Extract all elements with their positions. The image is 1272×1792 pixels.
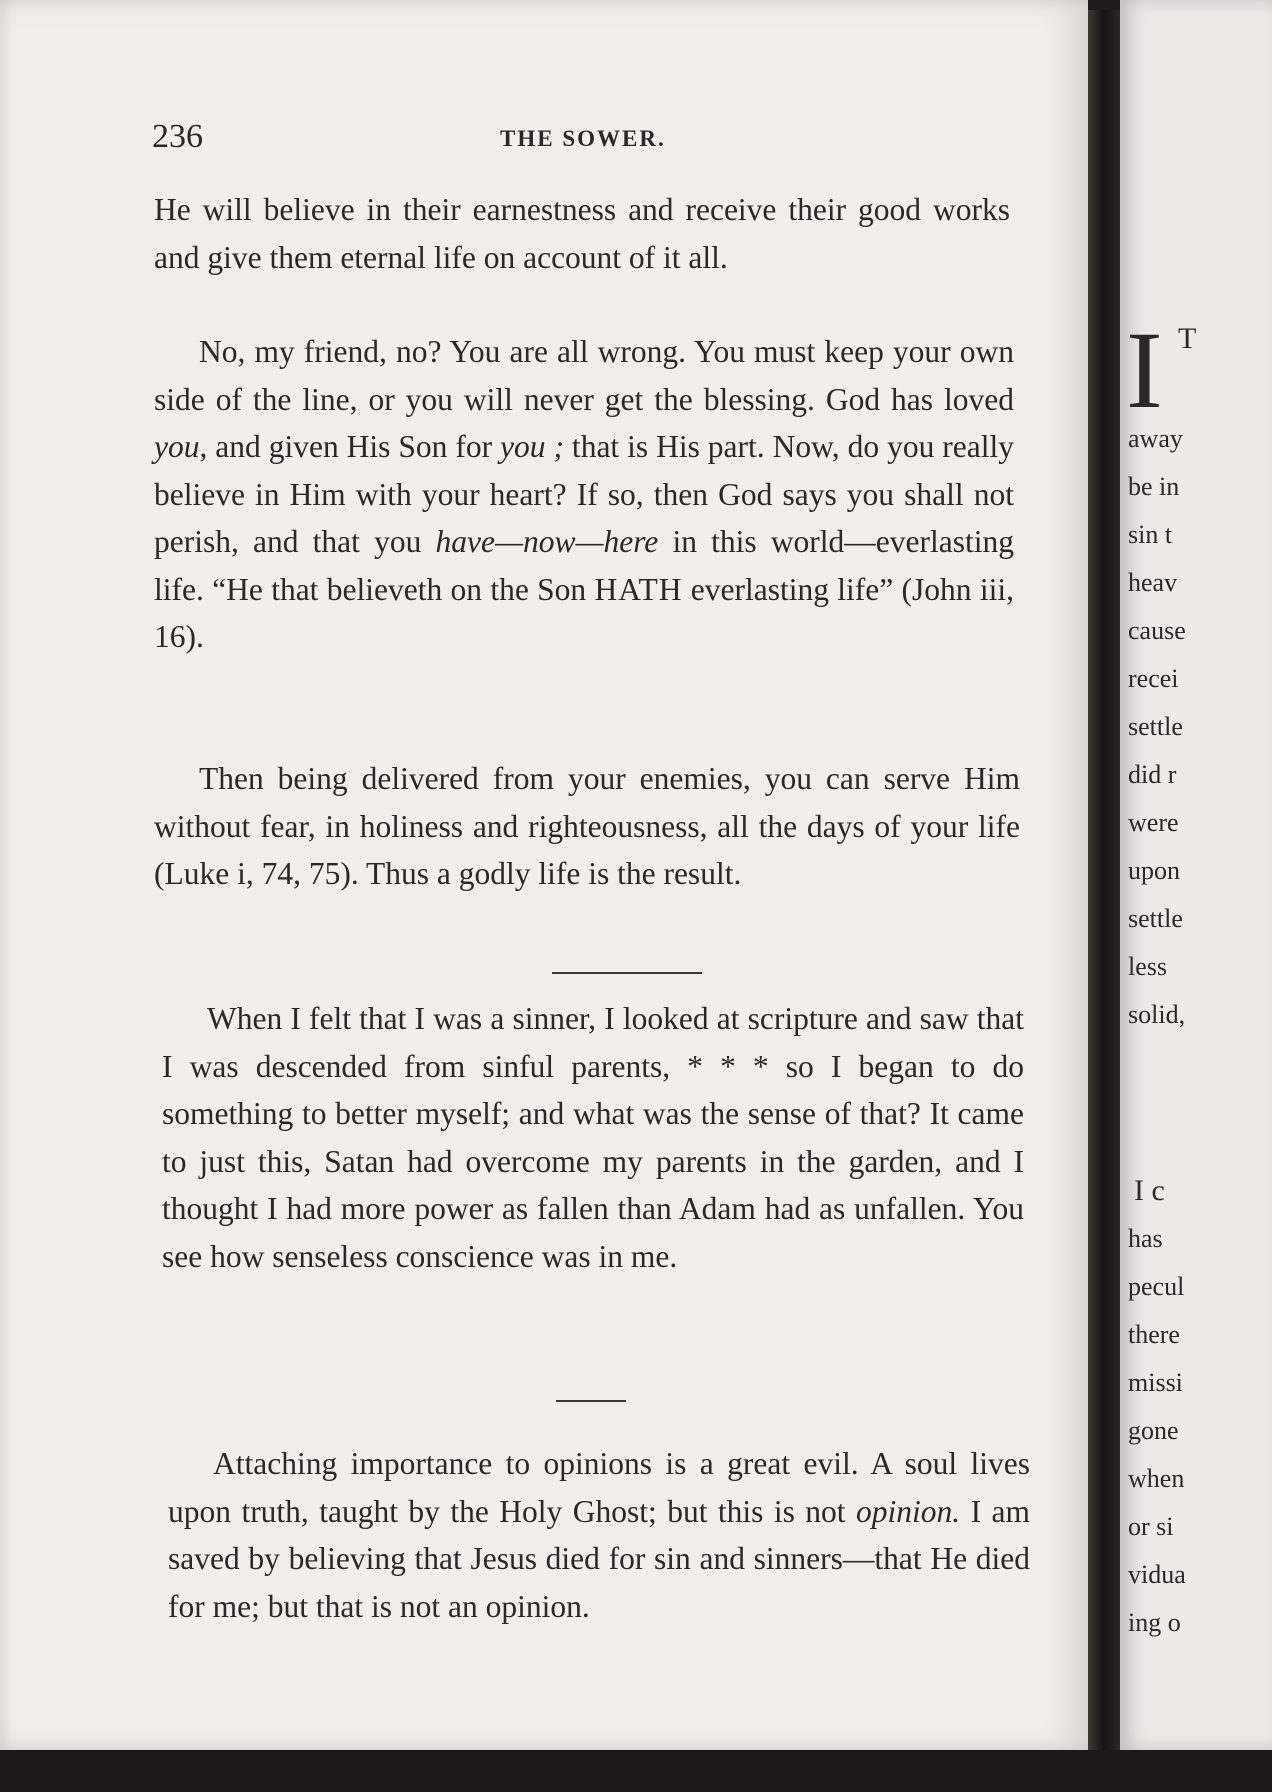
facing-line: vidua bbox=[1128, 1560, 1186, 1589]
facing-line: were bbox=[1128, 808, 1179, 837]
facing-line: settle bbox=[1128, 712, 1183, 741]
facing-line: when bbox=[1128, 1464, 1185, 1493]
facing-line: sin t bbox=[1128, 520, 1173, 549]
facing-line: there bbox=[1128, 1320, 1180, 1349]
p5-text: Attaching importance to opinions is a great evil. A soul lives upon truth, taught by the Holy Ghost; but this is not bbox=[168, 1446, 1030, 1529]
facing-line: solid, bbox=[1128, 1000, 1186, 1029]
p2-text: in this world—everlasting life. “He that believeth on the Son bbox=[154, 524, 1014, 607]
facing-paragraph-start: I c bbox=[1134, 1174, 1165, 1207]
facing-line: away bbox=[1128, 424, 1183, 453]
facing-line: or si bbox=[1128, 1512, 1174, 1541]
facing-line: settle bbox=[1128, 904, 1183, 933]
p2-emphasis-caps: HATH bbox=[594, 571, 683, 607]
p2-text: everlasting life” (John iii, 16). bbox=[154, 571, 1014, 654]
paragraph-4: When I felt that I was a sinner, I looked at scripture and saw that I was descended from sinful parents, * * * so I began to do something to better myself; and what was the sense of that? It came to just this, Satan had overcome my parents in the garden, and I thought I had more power as fallen than Adam had as unfallen. You see how senseless conscience was in me. bbox=[162, 1001, 1024, 1274]
p2-text: that is His part. Now, do you really believe in Him with your heart? If so, then God says you shall not perish, and that you bbox=[154, 429, 1014, 559]
facing-line: missi bbox=[1128, 1368, 1183, 1397]
p5-text: I am saved by believing that Jesus died for sin and sinners—that He died for me; but that is not an opinion. bbox=[168, 1493, 1030, 1624]
p2-text: , and given His Son for bbox=[199, 429, 501, 464]
paragraph-1: He will believe in their earnestness and receive their good works and give them eternal life on account of it all. bbox=[154, 192, 1010, 275]
facing-line: cause bbox=[1128, 616, 1186, 645]
facing-line: pecul bbox=[1128, 1272, 1185, 1301]
facing-line: gone bbox=[1128, 1416, 1179, 1445]
p2-emphasis: you bbox=[154, 429, 200, 464]
scan-bottom-edge bbox=[0, 1750, 1272, 1792]
book-gutter bbox=[1088, 10, 1120, 1750]
paragraph-3: Then being delivered from your enemies, you can serve Him without fear, in holiness and righteousness, all the days of your life (Luke i, 74, 75). Thus a godly life is the result. bbox=[154, 761, 1020, 891]
facing-line: ing o bbox=[1128, 1608, 1181, 1637]
drop-cap-tail: T bbox=[1178, 322, 1197, 355]
running-title: THE SOWER. bbox=[500, 126, 666, 151]
facing-line: heav bbox=[1128, 568, 1178, 597]
facing-line: upon bbox=[1128, 856, 1180, 885]
p2-emphasis: have—now—here bbox=[435, 524, 659, 559]
drop-cap: I bbox=[1126, 309, 1163, 431]
facing-line: less bbox=[1128, 952, 1167, 981]
facing-line: did r bbox=[1128, 760, 1177, 789]
section-divider bbox=[556, 1400, 626, 1402]
facing-line: has bbox=[1128, 1224, 1163, 1253]
facing-line: be in bbox=[1128, 472, 1180, 501]
p2-text: No, my friend, no? You are all wrong. You must keep your own side of the line, or you will never get the blessing. God has loved bbox=[154, 334, 1014, 417]
page-number: 236 bbox=[152, 118, 203, 155]
facing-page bbox=[1120, 0, 1272, 1750]
running-head bbox=[0, 118, 1088, 158]
paragraph-5 bbox=[168, 1440, 1030, 1630]
p5-emphasis: opinion. bbox=[856, 1493, 961, 1529]
facing-line: recei bbox=[1128, 664, 1179, 693]
section-divider bbox=[552, 972, 702, 974]
paragraph-2 bbox=[154, 328, 1014, 661]
p2-emphasis: you ; bbox=[500, 429, 564, 464]
